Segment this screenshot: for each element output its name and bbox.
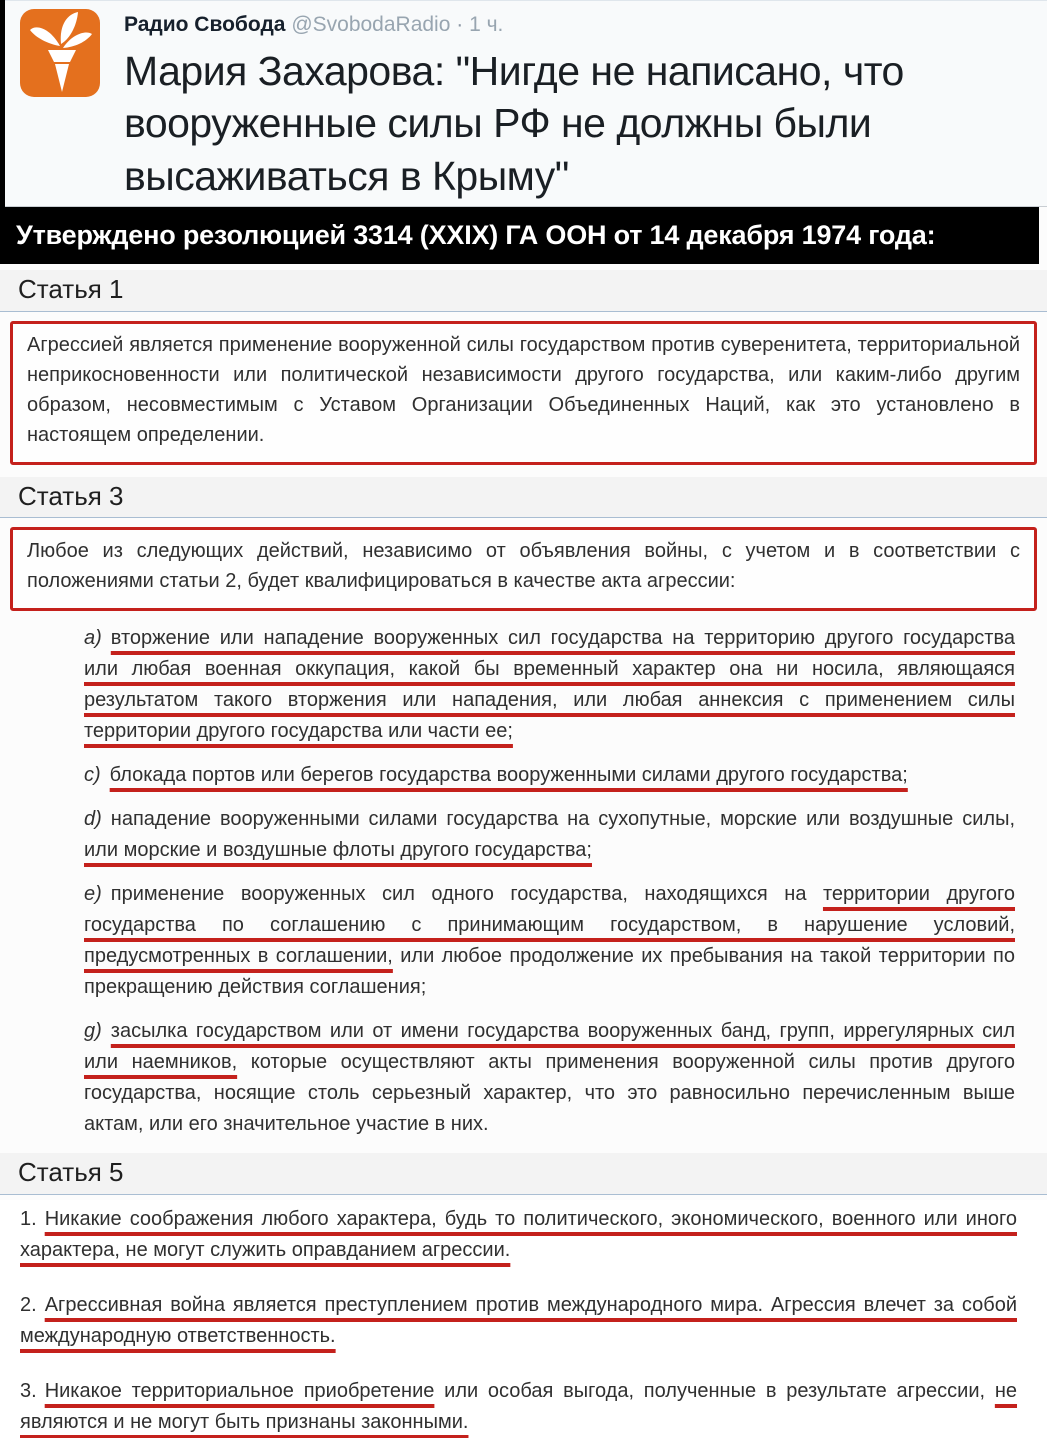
article-5-paragraph-1 bbox=[20, 1204, 1017, 1266]
item-d-text: нападение вооруженными силами государства на сухопутные, морские или воздушные силы, bbox=[110, 808, 1015, 830]
paragraph-1-number: 1. bbox=[20, 1207, 37, 1230]
article-5-paragraph-3 bbox=[20, 1376, 1017, 1438]
paragraph-3-number: 3. bbox=[20, 1379, 37, 1402]
tweet-card bbox=[0, 0, 1047, 207]
left-edge-strip bbox=[0, 0, 5, 207]
item-a-letter: а) bbox=[84, 627, 102, 649]
article-1-heading: Статья 1 bbox=[0, 270, 1047, 312]
paragraph-3-underlined-2: не являются и не могут быть признаны законными. bbox=[20, 1379, 1018, 1433]
item-g-letter: g) bbox=[84, 1020, 102, 1042]
paragraph-1-text: Никакие соображения любого характера, будь то политического, экономического, военного или иного характера, не могут служить оправданием агрессии. bbox=[20, 1207, 1017, 1261]
paragraph-3-underlined-1: Никакое территориальное приобретение bbox=[44, 1379, 435, 1402]
item-c-text: блокада портов или берегов государства вооруженными силами другого государства; bbox=[109, 764, 908, 786]
account-name[interactable]: Радио Свобода bbox=[124, 13, 286, 36]
article-3-items bbox=[84, 623, 1015, 1140]
article-3-intro: Любое из следующих действий, независимо от объявления войны, с учетом и в соответствии с положениями статьи 2, будет квалифицироваться в качестве акта агрессии: bbox=[27, 540, 1020, 592]
item-e-text-1: применение вооруженных сил одного государства, находящихся на bbox=[110, 883, 823, 905]
item-e-text-2: или любое продолжение их пребывания на такой территории по прекращению действия соглашения; bbox=[84, 945, 1015, 998]
separator-dot: · bbox=[456, 13, 464, 36]
item-g-text: которые осуществляют акты применения вооруженной силы против другого государства, носящие столь серьезный характер, что это равносильно перечисленным выше актам, или его значительное участие в них. bbox=[84, 1051, 1016, 1135]
torch-icon bbox=[20, 9, 100, 97]
article-3-box bbox=[10, 527, 1037, 611]
item-g-underlined: засылка государством или от имени государства вооруженных банд, групп, иррегулярных сил или наемников, bbox=[84, 1020, 1015, 1073]
tweet-text: Мария Захарова: "Нигде не написано, что вооруженные силы РФ не должны были высаживаться в Крыму" bbox=[124, 48, 904, 199]
item-d-letter: d) bbox=[84, 808, 102, 830]
timestamp[interactable]: 1 ч. bbox=[469, 13, 504, 36]
article-5-paragraph-2 bbox=[20, 1290, 1017, 1352]
list-item-a bbox=[84, 623, 1015, 747]
item-c-letter: с) bbox=[84, 764, 101, 786]
item-d-underlined: или морские и воздушные флоты другого государства; bbox=[84, 839, 592, 861]
list-item-e bbox=[84, 879, 1015, 1003]
list-item-c bbox=[84, 760, 1015, 791]
resolution-document bbox=[0, 264, 1047, 1438]
list-item-d bbox=[84, 804, 1015, 866]
paragraph-2-text: Агрессивная война является преступлением против международного мира. Агрессия влечет за собой международную ответственность. bbox=[20, 1293, 1017, 1347]
article-1-box bbox=[10, 321, 1037, 465]
resolution-banner: Утверждено резолюцией 3314 (XXIX) ГА ООН от 14 декабря 1974 года: bbox=[0, 207, 1039, 264]
paragraph-2-number: 2. bbox=[20, 1293, 37, 1316]
article-3-heading: Статья 3 bbox=[0, 477, 1047, 519]
list-item-g bbox=[84, 1016, 1015, 1140]
item-e-underlined: территории другого государства по соглашению с принимающим государством, в нарушение условий, предусмотренных в соглашении, bbox=[84, 883, 1015, 967]
item-e-letter: е) bbox=[84, 883, 102, 905]
tweet-header bbox=[124, 13, 1033, 37]
item-a-text: вторжение или нападение вооруженных сил государства на территорию другого государства или любая военная оккупация, какой бы временный характер она ни носила, являющаяся результатом такого вторжения или нападения, или любая аннексия с применением силы территории другого государства или части ее; bbox=[84, 627, 1015, 742]
article-5-heading: Статья 5 bbox=[0, 1153, 1047, 1195]
tweet-body bbox=[124, 9, 1033, 206]
paragraph-3-text: или особая выгода, полученные в результате агрессии, bbox=[434, 1379, 995, 1402]
avatar[interactable] bbox=[20, 9, 100, 97]
account-handle[interactable]: @SvobodaRadio bbox=[291, 13, 451, 36]
article-1-text: Агрессией является применение вооруженной силы государством против суверенитета, территориальной неприкосновенности или политической независимости другого государства, или каким-либо другим образом, несовместимым с Уставом Организации Объединенных Наций, как это установлено в настоящем определении. bbox=[27, 333, 1020, 446]
